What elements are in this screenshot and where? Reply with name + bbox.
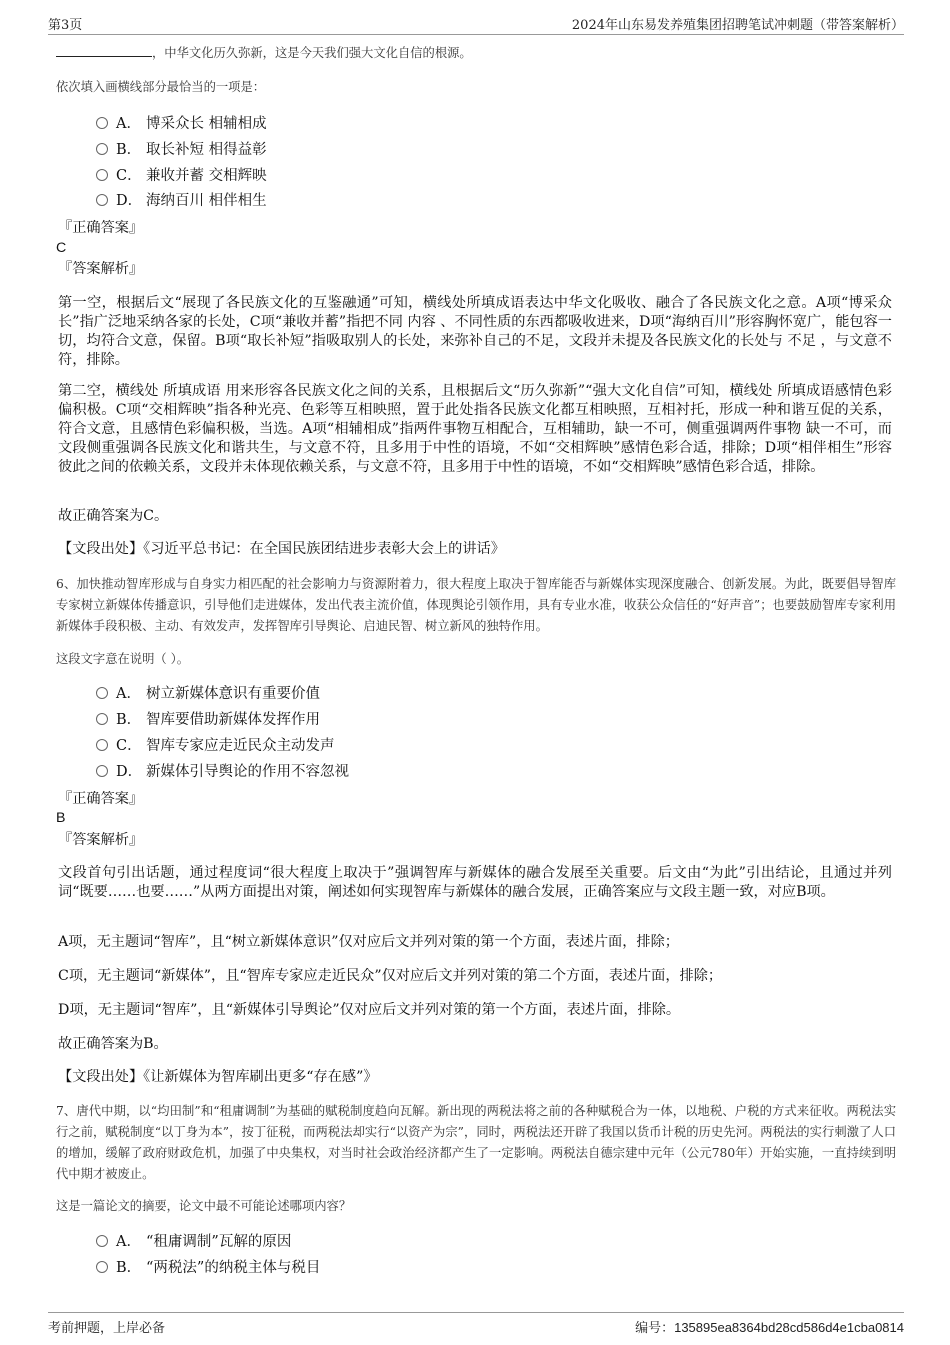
radio-icon[interactable] — [96, 169, 108, 181]
q5-conclusion: 故正确答案为C。 — [58, 508, 169, 524]
option-letter: C． — [116, 168, 142, 184]
page-footer — [48, 1312, 904, 1337]
page-number: 第3页 — [48, 18, 83, 33]
q6-answer: B — [56, 810, 66, 826]
radio-icon[interactable] — [96, 194, 108, 206]
option-letter: D． — [116, 764, 143, 780]
option-letter: B． — [116, 712, 142, 728]
q6-analysis-label: 『答案解析』 — [58, 832, 144, 848]
q5-option-d[interactable] — [96, 190, 267, 212]
q5-stem — [56, 42, 472, 64]
option-text: 取长补短 相得益彰 — [146, 142, 267, 158]
q5-prompt: 依次填入画横线部分最恰当的一项是： — [56, 80, 266, 94]
q6-option-a[interactable] — [96, 683, 320, 705]
option-text: “租庸调制”瓦解的原因 — [146, 1234, 292, 1250]
q6-analysis-para-a: A项，无主题词“智库”，且“树立新媒体意识”仅对应后文并列对策的第一个方面，表述片面，排除； — [58, 934, 679, 950]
option-text: 智库专家应走近民众主动发声 — [146, 738, 335, 754]
q5-analysis-label: 『答案解析』 — [58, 261, 144, 277]
q6-option-d[interactable] — [96, 761, 349, 783]
radio-icon[interactable] — [96, 713, 108, 725]
radio-icon[interactable] — [96, 687, 108, 699]
q7-option-a[interactable] — [96, 1231, 291, 1253]
radio-icon[interactable] — [96, 117, 108, 129]
q5-option-a[interactable] — [96, 113, 267, 135]
fill-blank-line — [56, 42, 152, 57]
footer-slogan: 考前押题，上岸必备 — [48, 1321, 166, 1336]
option-text: 树立新媒体意识有重要价值 — [146, 686, 320, 702]
q5-analysis-para-2: 第二空，横线处 所填成语 用来形容各民族文化之间的关系，且根据后文“历久弥新”“强大文化自信”可知，横线处 所填成语感情色彩偏积极。C项“交相辉映”指各种光亮、色彩等互相映照，置于此处指各民族文化都互相映照，互相衬托，形成一种和谐互促的关系， 符合文意，且感情色彩偏积极，当选。A项“相辅相成”指两件事物互相配合，互相辅助，缺一不可，侧重强调两件事物 缺一不可，而文段侧重强调各民族文化和谐共生，与文意不符，且多用于中性的语境，不如“交相辉映”感情色彩合适，排除；D项“相伴相生”形容彼此之间的依赖关系，文段并未体现依赖关系，与文意不符，且多用于中性的语境，不如“交相辉映”感情色彩合适，排除。 — [58, 383, 892, 475]
q6-analysis-para-d: D项，无主题词“智库”，且“新媒体引导舆论”仅对应后文并列对策的第一个方面，表述片面，排除。 — [58, 1002, 681, 1018]
page-header — [48, 12, 904, 35]
option-letter: A． — [116, 1234, 141, 1250]
option-letter: A． — [116, 116, 141, 132]
q7-option-b[interactable] — [96, 1257, 320, 1279]
option-text: 海纳百川 相伴相生 — [146, 193, 267, 209]
radio-icon[interactable] — [96, 1261, 108, 1273]
option-text: “两税法”的纳税主体与税目 — [146, 1260, 321, 1276]
q6-analysis-para-c: C项，无主题词“新媒体”，且“智库专家应走近民众”仅对应后文并列对策的第二个方面，表述片面，排除； — [58, 968, 723, 984]
q6-analysis-para-1: 文段首句引出话题，通过程度词“很大程度上取决于”强调智库与新媒体的融合发展至关重要。后文由“为此”引出结论，且通过并列词“既要……也要……”从两方面提出对策，阐述如何实现智库与新媒体的融合发展，正确答案应与文段主题一致，对应B项。 — [58, 865, 892, 900]
q6-option-b[interactable] — [96, 709, 320, 731]
serial-label: 编号： — [635, 1321, 675, 1336]
option-letter: C． — [116, 738, 142, 754]
serial-code: 135895ea8364bd28cd586d4e1cba0814 — [674, 1320, 904, 1335]
q7-prompt: 这是一篇论文的摘要，论文中最不可能论述哪项内容？ — [56, 1199, 352, 1213]
q5-answer-label: 『正确答案』 — [58, 220, 144, 236]
option-text: 博采众长 相辅相成 — [146, 116, 267, 132]
q6-prompt: 这段文字意在说明（ ）。 — [56, 652, 190, 666]
q5-analysis-para-1: 第一空，根据后文“展现了各民族文化的互鉴融通”可知，横线处所填成语表达中华文化吸收、融合了各民族文化之意。A项“博采众长”指广泛地采纳各家的长处，C项“兼收并蓄”指把不同 内容 、不同性质的东西都吸收进来，D项“海纳百川”形容胸怀宽广，能包容一切，均符合文意，保留。B项“取长补短”指吸取别人的长处，来弥补自己的不足，文段并未提及各民族文化的长处与 不足 ，与文意不符，排除。 — [58, 295, 892, 368]
option-text: 新媒体引导舆论的作用不容忽视 — [146, 764, 349, 780]
q6-option-c[interactable] — [96, 735, 335, 757]
option-letter: D． — [116, 193, 143, 209]
q5-option-b[interactable] — [96, 139, 267, 161]
q5-option-c[interactable] — [96, 165, 267, 187]
radio-icon[interactable] — [96, 143, 108, 155]
radio-icon[interactable] — [96, 765, 108, 777]
option-letter: B． — [116, 1260, 142, 1276]
q6-stem: 6、加快推动智库形成与自身实力相匹配的社会影响力与资源附着力，很大程度上取决于智库能否与新媒体实现深度融合、创新发展。为此，既要倡导智库专家树立新媒体传播意识，引导他们走进媒体，发出代表主流价值，体现舆论引领作用，具有专业水准，收获公众信任的“好声音”；也要鼓励智库专家利用新媒体手段积极、主动、有效发声，发挥智库引导舆论、启迪民智、树立新风的独特作用。 — [56, 577, 896, 633]
radio-icon[interactable] — [96, 1235, 108, 1247]
footer-serial — [635, 1317, 904, 1336]
document-title: 2024年山东易发养殖集团招聘笔试冲刺题（带答案解析） — [571, 18, 904, 33]
radio-icon[interactable] — [96, 739, 108, 751]
option-text: 智库要借助新媒体发挥作用 — [146, 712, 320, 728]
q7-stem: 7、唐代中期，以“均田制”和“租庸调制”为基础的赋税制度趋向瓦解。新出现的两税法将之前的各种赋税合为一体，以地税、户税的方式来征收。两税法实行之前，赋税制度“以丁身为本”，按丁征税，而两税法却实行“以资产为宗”，同时，两税法还开辟了我国以货币计税的历史先河。两税法的实行刺激了人口的增加，缓解了政府财政危机，加强了中央集权，对当时社会政治经济都产生了一定影响。两税法自德宗建中元年（公元780年）开始实施，一直持续到明代中期才被废止。 — [56, 1104, 896, 1181]
q5-stem-text: ，中华文化历久弥新，这是今天我们强大文化自信的根源。 — [152, 46, 472, 60]
option-letter: B． — [116, 142, 142, 158]
q6-conclusion: 故正确答案为B。 — [58, 1036, 168, 1052]
q6-answer-label: 『正确答案』 — [58, 791, 144, 807]
q6-source: 【文段出处】《让新媒体为智库刷出更多“存在感”》 — [58, 1069, 378, 1085]
option-text: 兼收并蓄 交相辉映 — [146, 168, 267, 184]
q5-answer: C — [56, 240, 67, 256]
option-letter: A． — [116, 686, 141, 702]
q5-source: 【文段出处】《习近平总书记：在全国民族团结进步表彰大会上的讲话》 — [58, 541, 505, 557]
